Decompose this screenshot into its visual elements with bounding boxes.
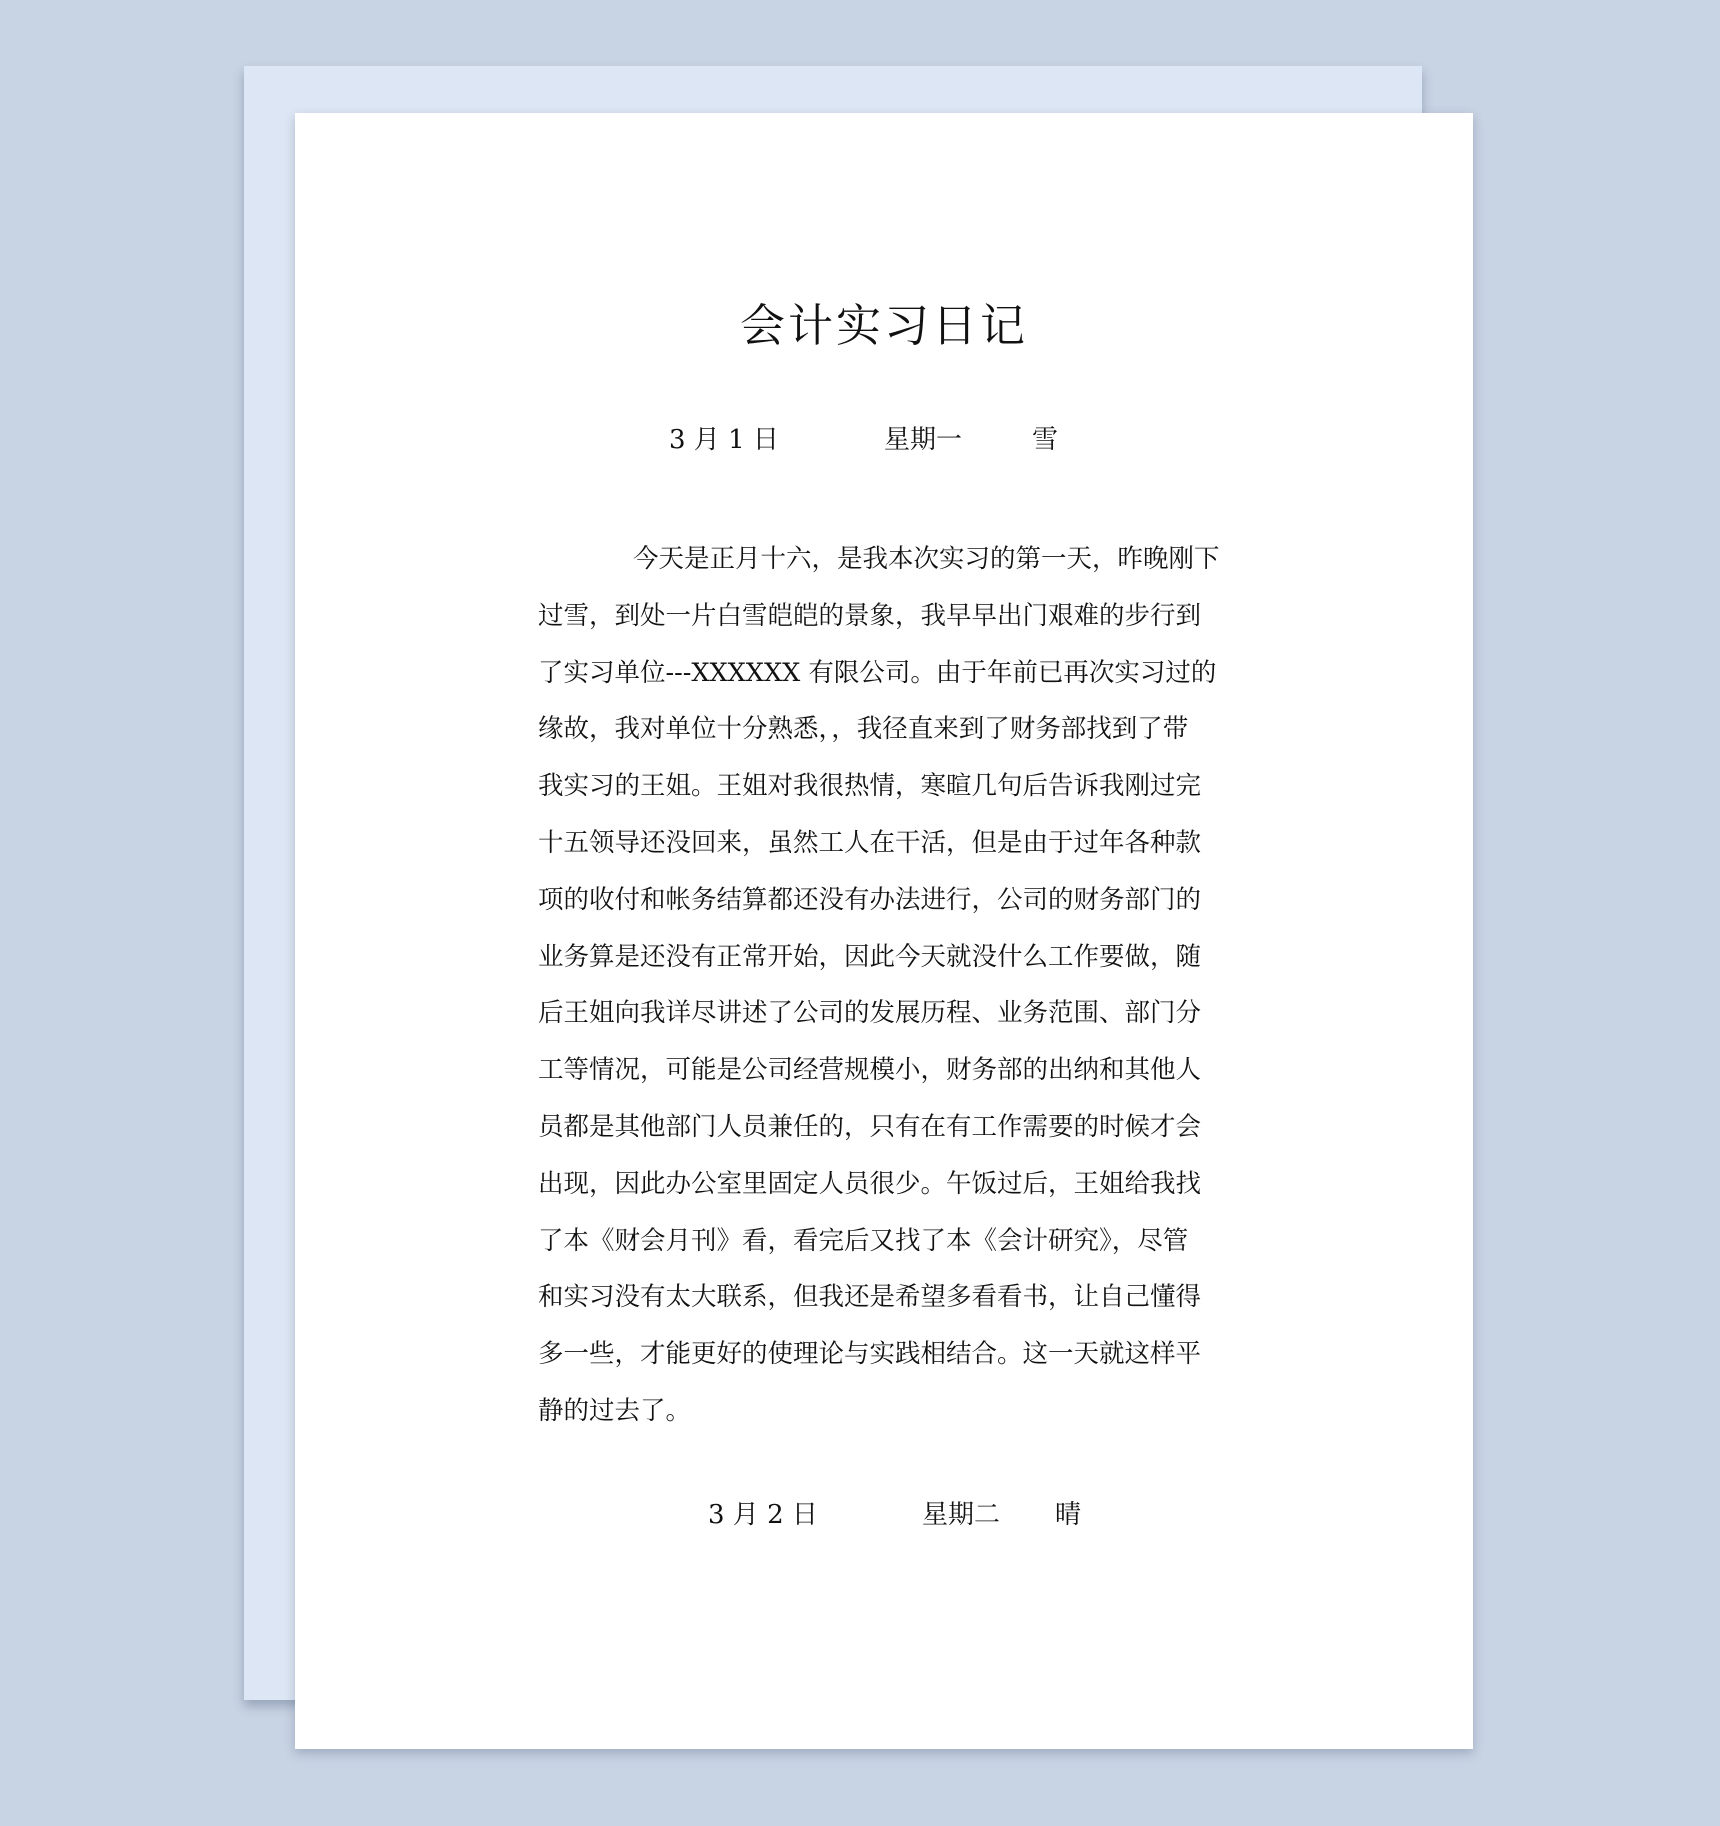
- entry-header: [295, 1498, 1473, 1532]
- body-line: 后王姐向我详尽讲述了公司的发展历程、业务范围、部门分: [538, 998, 1202, 1029]
- body-line: 出现，因此办公室里固定人员很少。午饭过后，王姐给我找: [538, 1168, 1202, 1199]
- body-line: 多一些，才能更好的使理论与实践相结合。这一天就这样平: [538, 1339, 1202, 1370]
- body-line: 项的收付和帐务结算都还没有办法进行，公司的财务部门的: [538, 884, 1202, 915]
- body-line: 业务算是还没有正常开始，因此今天就没什么工作要做，随: [538, 941, 1202, 972]
- body-line: 静的过去了。: [538, 1395, 692, 1426]
- body-line: 和实习没有太大联系，但我还是希望多看看书，让自己懂得: [538, 1282, 1202, 1313]
- body-line: 今天是正月十六，是我本次实习的第一天，昨晚刚下: [633, 544, 1220, 574]
- entry-weather: 晴: [1055, 1500, 1082, 1530]
- entry-date: 3 月 1 日: [669, 425, 779, 455]
- entry-header: [295, 423, 1473, 457]
- body-line: 十五领导还没回来，虽然工人在干活，但是由于过年各种款: [538, 827, 1202, 858]
- entry-date: 3 月 2 日: [708, 1500, 818, 1530]
- entry-weekday: 星期二: [922, 1500, 1001, 1530]
- body-line: 过雪，到处一片白雪皑皑的景象，我早早出门艰难的步行到: [538, 600, 1202, 631]
- document-title: 会计实习日记: [739, 299, 1028, 352]
- body-line: 了实习单位---XXXXXX 有限公司。由于年前已再次实习过的: [538, 657, 1217, 688]
- body-line: 员都是其他部门人员兼任的，只有在有工作需要的时候才会: [538, 1111, 1202, 1142]
- body-line: 工等情况，可能是公司经营规模小，财务部的出纳和其他人: [538, 1055, 1202, 1086]
- entry-weekday: 星期一: [884, 425, 963, 455]
- entry-weather: 雪: [1032, 425, 1059, 455]
- body-line: 我实习的王姐。王姐对我很热情，寒暄几句后告诉我刚过完: [538, 771, 1202, 802]
- entry-body: [538, 531, 1254, 1440]
- document-page: [295, 113, 1473, 1749]
- body-line: 缘故，我对单位十分熟悉，，我径直来到了财务部找到了带: [538, 714, 1189, 745]
- body-line: 了本《财会月刊》看，看完后又找了本《会计研究》，尽管: [538, 1225, 1189, 1256]
